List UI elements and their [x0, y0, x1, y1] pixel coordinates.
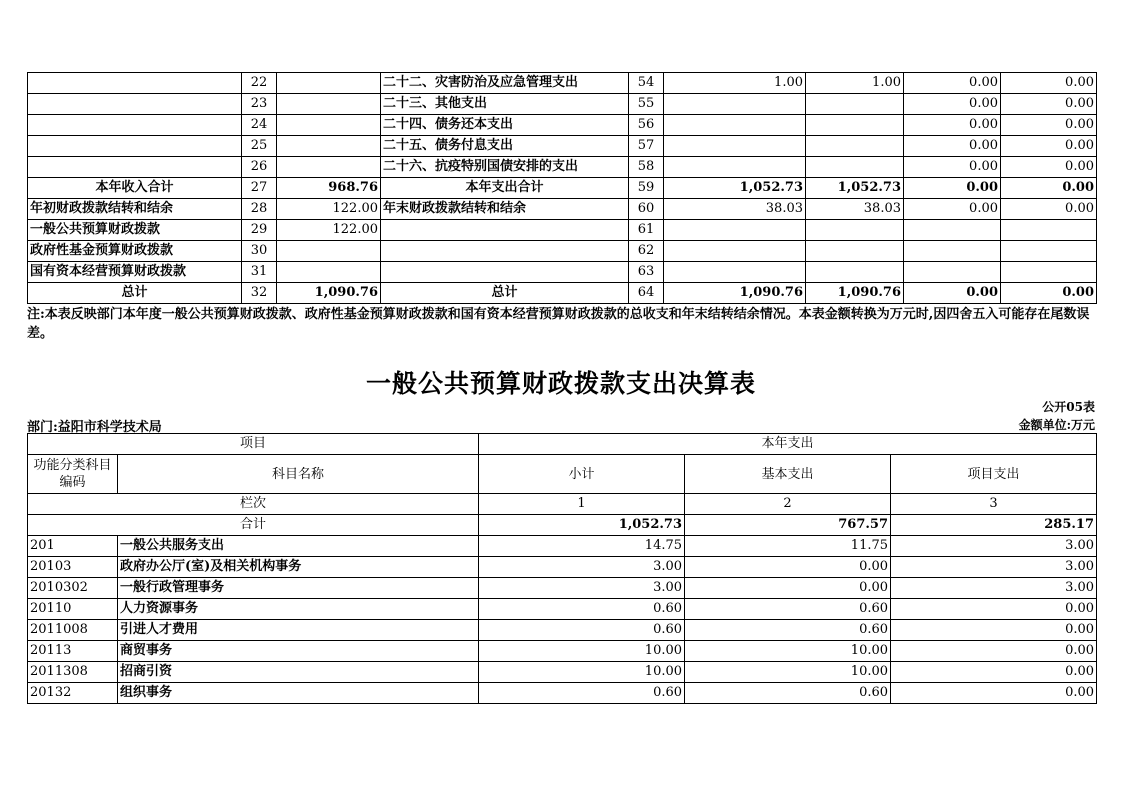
- summary-table-body: [28, 73, 1097, 304]
- subtotal-amount: 3.00: [479, 578, 685, 599]
- expense-item: 二十三、其他支出: [381, 94, 629, 115]
- expense-gov-fund: 0.00: [904, 115, 1001, 136]
- expense-line-no: 55: [629, 94, 664, 115]
- expense-general-budget: 38.03: [806, 199, 904, 220]
- expense-state-capital: 0.00: [1001, 115, 1097, 136]
- subtotal-amount: 3.00: [479, 557, 685, 578]
- expense-item: 二十二、灾害防治及应急管理支出: [381, 73, 629, 94]
- expense-line-no: 59: [629, 178, 664, 199]
- income-item: 年初财政拨款结转和结余: [28, 199, 242, 220]
- expense-total: [664, 136, 806, 157]
- expense-gov-fund: 0.00: [904, 283, 1001, 304]
- header-row-1: [28, 434, 1097, 455]
- table-row: [28, 73, 1097, 94]
- table-row: [28, 683, 1097, 704]
- subject-code: 201: [28, 536, 118, 557]
- subtotal-amount: 10.00: [479, 641, 685, 662]
- income-amount: [277, 136, 381, 157]
- subject-name: 一般公共服务支出: [118, 536, 479, 557]
- expense-line-no: 63: [629, 262, 664, 283]
- expense-state-capital: [1001, 220, 1097, 241]
- header-col-2: 2: [685, 494, 891, 515]
- header-this-year: 本年支出: [479, 434, 1097, 455]
- income-amount: 122.00: [277, 199, 381, 220]
- expense-line-no: 58: [629, 157, 664, 178]
- expense-item: 总计: [381, 283, 629, 304]
- expense-total: [664, 241, 806, 262]
- project-amount: 0.00: [891, 599, 1097, 620]
- basic-amount: 0.60: [685, 599, 891, 620]
- expense-state-capital: 0.00: [1001, 136, 1097, 157]
- subtotal-amount: 0.60: [479, 599, 685, 620]
- expense-total: [664, 220, 806, 241]
- income-item: [28, 94, 242, 115]
- table-row: [28, 157, 1097, 178]
- expense-item: 二十五、债务付息支出: [381, 136, 629, 157]
- table-row: [28, 115, 1097, 136]
- table-row: [28, 136, 1097, 157]
- income-line-no: 25: [242, 136, 277, 157]
- table-row: [28, 620, 1097, 641]
- expense-total: [664, 262, 806, 283]
- expense-line-no: 57: [629, 136, 664, 157]
- expenditure-table: [27, 433, 1097, 704]
- header-project: 项目: [28, 434, 479, 455]
- expense-state-capital: 0.00: [1001, 199, 1097, 220]
- subject-name: 引进人才费用: [118, 620, 479, 641]
- table-row: [28, 599, 1097, 620]
- expense-gov-fund: 0.00: [904, 136, 1001, 157]
- income-amount: [277, 241, 381, 262]
- expense-general-budget: [806, 136, 904, 157]
- income-amount: [277, 94, 381, 115]
- expense-total: 1.00: [664, 73, 806, 94]
- expense-state-capital: 0.00: [1001, 283, 1097, 304]
- expense-state-capital: [1001, 241, 1097, 262]
- subject-name: 招商引资: [118, 662, 479, 683]
- expense-item: [381, 262, 629, 283]
- income-line-no: 28: [242, 199, 277, 220]
- project-amount: 0.00: [891, 641, 1097, 662]
- table-row: [28, 283, 1097, 304]
- expense-general-budget: [806, 157, 904, 178]
- subject-code: 20132: [28, 683, 118, 704]
- table-row: [28, 641, 1097, 662]
- subject-name: 一般行政管理事务: [118, 578, 479, 599]
- subject-code: 2011008: [28, 620, 118, 641]
- income-line-no: 29: [242, 220, 277, 241]
- expense-total: [664, 115, 806, 136]
- expense-gov-fund: [904, 241, 1001, 262]
- project-amount: 0.00: [891, 683, 1097, 704]
- expense-state-capital: 0.00: [1001, 94, 1097, 115]
- unit-label: 金额单位:万元: [1018, 418, 1095, 432]
- income-line-no: 32: [242, 283, 277, 304]
- basic-amount: 0.00: [685, 557, 891, 578]
- expense-gov-fund: [904, 220, 1001, 241]
- income-line-no: 26: [242, 157, 277, 178]
- subject-name: 人力资源事务: [118, 599, 479, 620]
- table-row: [28, 220, 1097, 241]
- form-code: 公开05表: [1042, 400, 1095, 414]
- header-subject-name: 科目名称: [118, 455, 479, 494]
- project-amount: 3.00: [891, 557, 1097, 578]
- table-row: [28, 94, 1097, 115]
- subtotal-amount: 10.00: [479, 662, 685, 683]
- expense-total: [664, 157, 806, 178]
- subtotal-amount: 14.75: [479, 536, 685, 557]
- page-title: 一般公共预算财政拨款支出决算表: [365, 369, 756, 398]
- expense-total: 1,090.76: [664, 283, 806, 304]
- expense-general-budget: 1,052.73: [806, 178, 904, 199]
- basic-amount: 0.60: [685, 683, 891, 704]
- table-row: [28, 262, 1097, 283]
- project-amount: 0.00: [891, 620, 1097, 641]
- header-col-order: 栏次: [28, 494, 479, 515]
- expense-line-no: 54: [629, 73, 664, 94]
- total-row: [28, 515, 1097, 536]
- header-project-exp: 项目支出: [891, 455, 1097, 494]
- header-row-order: [28, 494, 1097, 515]
- basic-amount: 0.00: [685, 578, 891, 599]
- income-line-no: 30: [242, 241, 277, 262]
- expense-line-no: 60: [629, 199, 664, 220]
- income-item: [28, 136, 242, 157]
- expense-state-capital: [1001, 262, 1097, 283]
- header-basic: 基本支出: [685, 455, 891, 494]
- subject-code: 2010302: [28, 578, 118, 599]
- basic-amount: 10.00: [685, 662, 891, 683]
- subject-code: 20110: [28, 599, 118, 620]
- expenditure-table-header: [28, 434, 1097, 536]
- income-item: 一般公共预算财政拨款: [28, 220, 242, 241]
- expense-item: 二十四、债务还本支出: [381, 115, 629, 136]
- expense-state-capital: 0.00: [1001, 157, 1097, 178]
- project-amount: 3.00: [891, 536, 1097, 557]
- income-item: 本年收入合计: [28, 178, 242, 199]
- expense-gov-fund: 0.00: [904, 178, 1001, 199]
- expense-line-no: 61: [629, 220, 664, 241]
- expense-state-capital: 0.00: [1001, 178, 1097, 199]
- basic-amount: 0.60: [685, 620, 891, 641]
- expense-total: 38.03: [664, 199, 806, 220]
- expense-item: [381, 241, 629, 262]
- expenditure-table-body: [28, 536, 1097, 704]
- income-line-no: 22: [242, 73, 277, 94]
- income-item: 政府性基金预算财政拨款: [28, 241, 242, 262]
- subject-name: 商贸事务: [118, 641, 479, 662]
- expense-item: 二十六、抗疫特别国债安排的支出: [381, 157, 629, 178]
- expense-state-capital: 0.00: [1001, 73, 1097, 94]
- header-func-code: 功能分类科目编码: [28, 455, 118, 494]
- expense-item: [381, 220, 629, 241]
- total-label: 合计: [28, 515, 479, 536]
- header-row-2: [28, 455, 1097, 494]
- expense-general-budget: 1,090.76: [806, 283, 904, 304]
- income-amount: [277, 262, 381, 283]
- subject-code: 20113: [28, 641, 118, 662]
- expense-general-budget: 1.00: [806, 73, 904, 94]
- table-row: [28, 241, 1097, 262]
- header-col-1: 1: [479, 494, 685, 515]
- subject-name: 政府办公厅(室)及相关机构事务: [118, 557, 479, 578]
- expense-item: 年末财政拨款结转和结余: [381, 199, 629, 220]
- income-amount: [277, 157, 381, 178]
- income-item: [28, 115, 242, 136]
- expense-gov-fund: 0.00: [904, 73, 1001, 94]
- expense-line-no: 62: [629, 241, 664, 262]
- project-amount: 0.00: [891, 662, 1097, 683]
- table-row: [28, 557, 1097, 578]
- basic-amount: 11.75: [685, 536, 891, 557]
- income-line-no: 23: [242, 94, 277, 115]
- expense-gov-fund: [904, 262, 1001, 283]
- expense-gov-fund: 0.00: [904, 94, 1001, 115]
- income-item: 总计: [28, 283, 242, 304]
- total-subtotal: 1,052.73: [479, 515, 685, 536]
- income-item: 国有资本经营预算财政拨款: [28, 262, 242, 283]
- table-row: [28, 578, 1097, 599]
- expense-line-no: 56: [629, 115, 664, 136]
- expense-general-budget: [806, 220, 904, 241]
- project-amount: 3.00: [891, 578, 1097, 599]
- subject-code: 2011308: [28, 662, 118, 683]
- subject-name: 组织事务: [118, 683, 479, 704]
- table-row: [28, 199, 1097, 220]
- table-row: [28, 536, 1097, 557]
- expense-gov-fund: 0.00: [904, 157, 1001, 178]
- income-line-no: 27: [242, 178, 277, 199]
- basic-amount: 10.00: [685, 641, 891, 662]
- income-expense-summary-table: [27, 72, 1097, 304]
- table-row: [28, 662, 1097, 683]
- expense-general-budget: [806, 94, 904, 115]
- income-line-no: 24: [242, 115, 277, 136]
- expense-general-budget: [806, 241, 904, 262]
- total-project: 285.17: [891, 515, 1097, 536]
- subtotal-amount: 0.60: [479, 683, 685, 704]
- expense-general-budget: [806, 262, 904, 283]
- subtotal-amount: 0.60: [479, 620, 685, 641]
- income-line-no: 31: [242, 262, 277, 283]
- total-basic: 767.57: [685, 515, 891, 536]
- subject-code: 20103: [28, 557, 118, 578]
- income-amount: 968.76: [277, 178, 381, 199]
- expense-total: [664, 94, 806, 115]
- income-amount: [277, 115, 381, 136]
- income-amount: 122.00: [277, 220, 381, 241]
- table-note: 注:本表反映部门本年度一般公共预算财政拨款、政府性基金预算财政拨款和国有资本经营预算财政拨款的总收支和年末结转结余情况。本表金额转换为万元时,因四舍五入可能存在尾数误差。: [27, 307, 1090, 341]
- income-item: [28, 157, 242, 178]
- income-amount: [277, 73, 381, 94]
- income-item: [28, 73, 242, 94]
- expense-item: 本年支出合计: [381, 178, 629, 199]
- table-row: [28, 178, 1097, 199]
- header-subtotal: 小计: [479, 455, 685, 494]
- expense-gov-fund: 0.00: [904, 199, 1001, 220]
- expense-line-no: 64: [629, 283, 664, 304]
- expense-total: 1,052.73: [664, 178, 806, 199]
- header-col-3: 3: [891, 494, 1097, 515]
- department-label: 部门:益阳市科学技术局: [27, 420, 162, 435]
- expense-general-budget: [806, 115, 904, 136]
- income-amount: 1,090.76: [277, 283, 381, 304]
